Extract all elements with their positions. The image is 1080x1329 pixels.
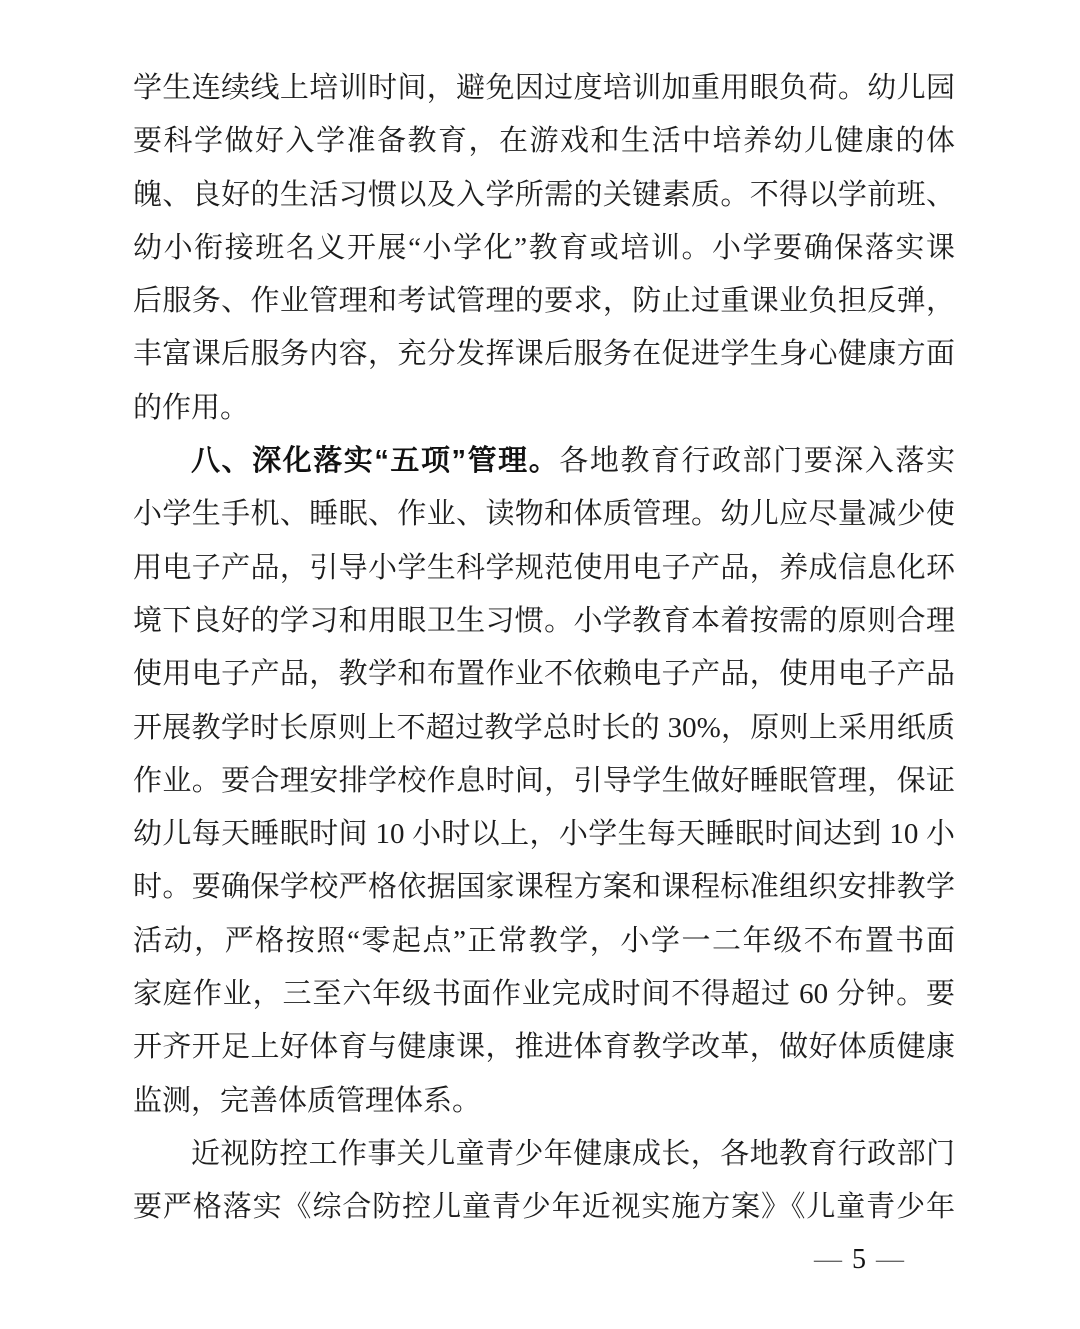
document-line [133, 1075, 955, 1128]
body-text: 要科学做好入学准备教育，在游戏和生活中培养幼儿健康的体 [133, 125, 955, 158]
section-heading-text: 八、深化落实“五项”管理。 [191, 445, 560, 478]
body-text: 小学生手机、睡眠、作业、读物和体质管理。幼儿应尽量减少使 [133, 498, 955, 531]
document-line [133, 1021, 955, 1074]
body-text: 后服务、作业管理和考试管理的要求，防止过重课业负担反弹， [133, 285, 955, 318]
body-text: 各地教育行政部门要深入落实 [559, 445, 955, 478]
body-text: 幼小衔接班名义开展“小学化”教育或培训。小学要确保落实课 [133, 231, 955, 264]
page-number-dash-left: — [814, 1244, 842, 1275]
document-line [133, 861, 955, 914]
document-line [133, 1181, 955, 1234]
body-text: 丰富课后服务内容，充分发挥课后服务在促进学生身心健康方面 [133, 338, 955, 371]
document-line [133, 488, 955, 541]
body-text: 要严格落实《综合防控儿童青少年近视实施方案》《儿童青少年 [133, 1191, 955, 1224]
document-line [133, 435, 955, 488]
body-text: 开展教学时长原则上不超过教学总时长的 30%，原则上采用纸质 [133, 711, 955, 744]
body-text: 使用电子产品，教学和布置作业不依赖电子产品，使用电子产品 [133, 658, 955, 691]
document-line [133, 328, 955, 381]
page-number-value: 5 [852, 1244, 866, 1275]
body-text: 的作用。 [133, 391, 250, 424]
document-line [133, 968, 955, 1021]
document-line [133, 1128, 955, 1181]
document-line [133, 222, 955, 275]
page-number [804, 1240, 914, 1280]
document-line [133, 702, 955, 755]
document-line [133, 169, 955, 222]
text-block [133, 62, 955, 1235]
document-line [133, 595, 955, 648]
body-text: 学生连续线上培训时间，避免因过度培训加重用眼负荷。幼儿园 [133, 72, 955, 104]
document-line [133, 542, 955, 595]
document-line [133, 382, 955, 435]
body-text: 魄、良好的生活习惯以及入学所需的关键素质。不得以学前班、 [133, 178, 955, 211]
page-number-dash-right: — [876, 1244, 904, 1275]
body-text: 用电子产品，引导小学生科学规范使用电子产品，养成信息化环 [133, 551, 955, 584]
body-text: 时。要确保学校严格依据国家课程方案和课程标准组织安排教学 [133, 871, 955, 904]
body-text: 幼儿每天睡眠时间 10 小时以上，小学生每天睡眠时间达到 10 小 [133, 818, 955, 851]
body-text: 活动，严格按照“零起点”正常教学，小学一二年级不布置书面 [133, 924, 955, 957]
document-line [133, 808, 955, 861]
document-line [133, 275, 955, 328]
document-line [133, 115, 955, 168]
document-line [133, 648, 955, 701]
document-line [133, 62, 955, 115]
document-line [133, 915, 955, 968]
body-text: 监测，完善体质管理体系。 [133, 1084, 482, 1117]
body-text: 近视防控工作事关儿童青少年健康成长，各地教育行政部门 [191, 1137, 955, 1170]
body-text: 作业。要合理安排学校作息时间，引导学生做好睡眠管理，保证 [133, 764, 955, 797]
body-text: 家庭作业，三至六年级书面作业完成时间不得超过 60 分钟。要 [133, 978, 955, 1011]
document-line [133, 755, 955, 808]
body-text: 境下良好的学习和用眼卫生习惯。小学教育本着按需的原则合理 [133, 604, 955, 637]
body-text: 开齐开足上好体育与健康课，推进体育教学改革，做好体质健康 [133, 1031, 955, 1064]
